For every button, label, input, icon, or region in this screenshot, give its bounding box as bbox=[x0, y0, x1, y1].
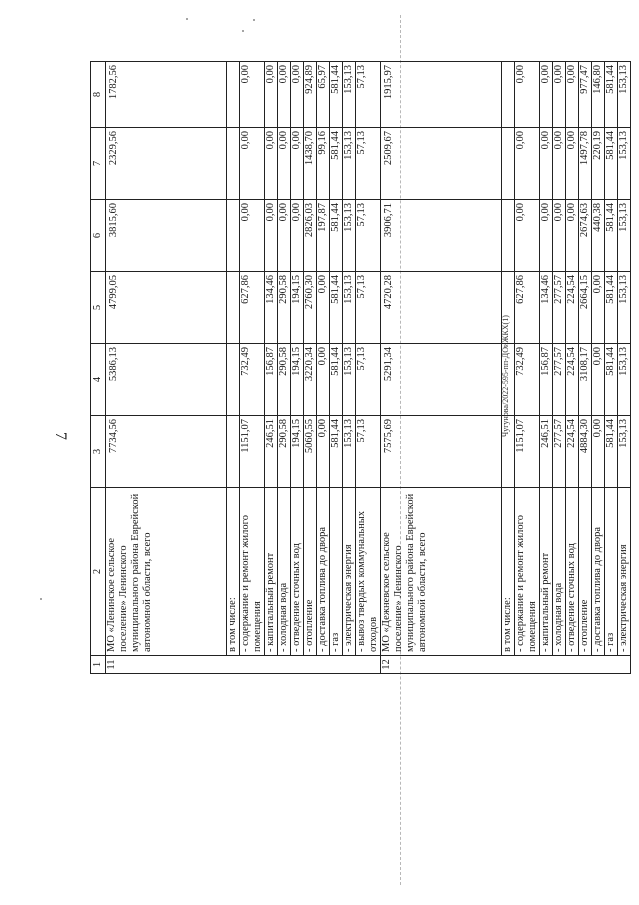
value-cell: 153,13 bbox=[618, 344, 631, 416]
value-cell: 581,44 bbox=[330, 200, 343, 272]
row-number-cell bbox=[240, 656, 265, 674]
value-cell: 156,87 bbox=[540, 344, 553, 416]
row-number-cell bbox=[227, 656, 240, 674]
value-cell: 581,44 bbox=[330, 272, 343, 344]
row-number-cell bbox=[317, 656, 330, 674]
table-body bbox=[106, 62, 631, 674]
value-cell bbox=[227, 128, 240, 200]
value-cell bbox=[227, 344, 240, 416]
table-row bbox=[540, 62, 553, 674]
value-cell: 277,57 bbox=[553, 272, 566, 344]
value-cell: 2826,03 bbox=[304, 200, 317, 272]
table-row bbox=[304, 62, 317, 674]
value-cell: 65,97 bbox=[317, 62, 330, 128]
row-number-cell bbox=[291, 656, 304, 674]
value-cell: 57,13 bbox=[356, 416, 381, 488]
value-cell: 2664,15 bbox=[579, 272, 592, 344]
value-cell bbox=[227, 200, 240, 272]
value-cell: 0,00 bbox=[553, 62, 566, 128]
value-cell: 0,00 bbox=[592, 344, 605, 416]
value-cell: 134,46 bbox=[265, 272, 278, 344]
header-cell: 6 bbox=[91, 200, 106, 272]
value-cell: 0,00 bbox=[540, 62, 553, 128]
header-cell: 7 bbox=[91, 128, 106, 200]
value-cell: 0,00 bbox=[278, 200, 291, 272]
value-cell: 0,00 bbox=[240, 200, 265, 272]
table-row-total bbox=[381, 62, 502, 674]
value-cell: 581,44 bbox=[330, 62, 343, 128]
row-name-cell: - капитальный ремонт bbox=[265, 488, 278, 656]
value-cell: 224,54 bbox=[566, 344, 579, 416]
value-cell: 153,13 bbox=[343, 272, 356, 344]
value-cell: 581,44 bbox=[330, 416, 343, 488]
value-cell: 153,13 bbox=[343, 200, 356, 272]
row-number-cell bbox=[605, 656, 618, 674]
footer-reference: Чугунова/2022-595-пп-ДОиЖКХ(1) bbox=[501, 315, 510, 437]
value-cell: 0,00 bbox=[515, 128, 540, 200]
value-cell: 57,13 bbox=[356, 62, 381, 128]
value-cell: 0,00 bbox=[291, 200, 304, 272]
header-row bbox=[91, 62, 106, 674]
value-cell: 3220,34 bbox=[304, 344, 317, 416]
header-cell: 5 bbox=[91, 272, 106, 344]
value-cell: 153,13 bbox=[343, 62, 356, 128]
value-cell: 194,15 bbox=[291, 416, 304, 488]
value-cell bbox=[227, 416, 240, 488]
tariff-table bbox=[90, 61, 631, 674]
row-name-cell: в том числе: bbox=[502, 488, 515, 656]
value-cell bbox=[502, 344, 515, 416]
value-cell: 0,00 bbox=[553, 128, 566, 200]
value-cell: 5291,34 bbox=[381, 344, 502, 416]
value-cell: 2760,30 bbox=[304, 272, 317, 344]
value-cell: 0,00 bbox=[540, 200, 553, 272]
value-cell: 3108,17 bbox=[579, 344, 592, 416]
value-cell: 581,44 bbox=[605, 200, 618, 272]
value-cell: 153,13 bbox=[343, 344, 356, 416]
value-cell: 153,13 bbox=[618, 272, 631, 344]
header-cell: 1 bbox=[91, 656, 106, 674]
value-cell: 581,44 bbox=[605, 416, 618, 488]
value-cell: 224,54 bbox=[566, 272, 579, 344]
value-cell: 277,57 bbox=[553, 344, 566, 416]
value-cell: 246,51 bbox=[540, 416, 553, 488]
row-number-cell bbox=[592, 656, 605, 674]
value-cell: 3906,71 bbox=[381, 200, 502, 272]
value-cell: 7575,69 bbox=[381, 416, 502, 488]
row-number-cell bbox=[265, 656, 278, 674]
value-cell: 1151,07 bbox=[240, 416, 265, 488]
table-row bbox=[592, 62, 605, 674]
value-cell: 224,54 bbox=[566, 416, 579, 488]
row-name-cell: - отопление bbox=[579, 488, 592, 656]
value-cell bbox=[227, 272, 240, 344]
table-row bbox=[618, 62, 631, 674]
value-cell: 5386,13 bbox=[106, 344, 227, 416]
scan-speck bbox=[186, 18, 188, 20]
value-cell: 134,46 bbox=[540, 272, 553, 344]
value-cell: 7734,56 bbox=[106, 416, 227, 488]
value-cell bbox=[502, 200, 515, 272]
row-name-cell: - капитальный ремонт bbox=[540, 488, 553, 656]
table-row bbox=[278, 62, 291, 674]
value-cell: 290,58 bbox=[278, 272, 291, 344]
value-cell: 0,00 bbox=[566, 128, 579, 200]
row-name-cell: - вывоз твердых коммунальных отходов bbox=[356, 488, 381, 656]
row-number-cell bbox=[502, 656, 515, 674]
value-cell: 57,13 bbox=[356, 200, 381, 272]
value-cell: 0,00 bbox=[278, 128, 291, 200]
value-cell: 0,00 bbox=[592, 272, 605, 344]
table-row bbox=[515, 62, 540, 674]
row-number-cell: 11 bbox=[106, 656, 227, 674]
table-row-label bbox=[502, 62, 515, 674]
row-name-cell: МО «Дежневское сельское поселение» Ленинского муниципального района Еврейской автономной области, всего bbox=[381, 488, 502, 656]
value-cell: 0,00 bbox=[592, 416, 605, 488]
value-cell: 1782,56 bbox=[106, 62, 227, 128]
row-number-cell bbox=[579, 656, 592, 674]
value-cell: 156,87 bbox=[265, 344, 278, 416]
row-number-cell bbox=[330, 656, 343, 674]
value-cell bbox=[502, 416, 515, 488]
value-cell: 153,13 bbox=[343, 128, 356, 200]
value-cell: 0,00 bbox=[515, 62, 540, 128]
value-cell: 4884,30 bbox=[579, 416, 592, 488]
row-name-cell: - содержание и ремонт жилого помещения bbox=[515, 488, 540, 656]
value-cell: 581,44 bbox=[605, 128, 618, 200]
value-cell bbox=[502, 272, 515, 344]
value-cell: 924,89 bbox=[304, 62, 317, 128]
row-name-cell: - отведение сточных вод bbox=[566, 488, 579, 656]
row-number-cell bbox=[540, 656, 553, 674]
value-cell: 0,00 bbox=[291, 62, 304, 128]
value-cell: 153,13 bbox=[343, 416, 356, 488]
scan-speck bbox=[242, 30, 244, 32]
row-number-cell: 12 bbox=[381, 656, 502, 674]
value-cell: 732,49 bbox=[240, 344, 265, 416]
value-cell: 290,58 bbox=[278, 416, 291, 488]
header-cell: 3 bbox=[91, 416, 106, 488]
value-cell: 581,44 bbox=[330, 344, 343, 416]
value-cell: 0,00 bbox=[278, 62, 291, 128]
row-number-cell bbox=[343, 656, 356, 674]
header-cell: 2 bbox=[91, 488, 106, 656]
table-row bbox=[330, 62, 343, 674]
value-cell: 581,44 bbox=[605, 344, 618, 416]
row-name-cell: - электрическая энергия bbox=[343, 488, 356, 656]
value-cell: 99,16 bbox=[317, 128, 330, 200]
value-cell: 290,58 bbox=[278, 344, 291, 416]
table-row bbox=[553, 62, 566, 674]
value-cell: 0,00 bbox=[540, 128, 553, 200]
row-name-cell: - отведение сточных вод bbox=[291, 488, 304, 656]
value-cell: 5060,55 bbox=[304, 416, 317, 488]
value-cell: 581,44 bbox=[330, 128, 343, 200]
row-number-cell bbox=[515, 656, 540, 674]
table-row bbox=[356, 62, 381, 674]
scan-speck bbox=[40, 598, 42, 600]
value-cell bbox=[502, 128, 515, 200]
value-cell: 581,44 bbox=[605, 272, 618, 344]
value-cell: 2674,63 bbox=[579, 200, 592, 272]
table-row bbox=[265, 62, 278, 674]
row-name-cell: - отопление bbox=[304, 488, 317, 656]
value-cell: 1151,07 bbox=[515, 416, 540, 488]
row-name-cell: - электрическая энергия bbox=[618, 488, 631, 656]
value-cell: 2329,56 bbox=[106, 128, 227, 200]
value-cell: 0,00 bbox=[317, 416, 330, 488]
value-cell: 277,57 bbox=[553, 416, 566, 488]
value-cell: 0,00 bbox=[265, 200, 278, 272]
value-cell: 0,00 bbox=[553, 200, 566, 272]
value-cell: 0,00 bbox=[265, 128, 278, 200]
row-name-cell: в том числе: bbox=[227, 488, 240, 656]
value-cell: 194,15 bbox=[291, 272, 304, 344]
value-cell: 57,13 bbox=[356, 272, 381, 344]
row-number-cell bbox=[278, 656, 291, 674]
scan-speck bbox=[253, 19, 255, 21]
value-cell: 57,13 bbox=[356, 344, 381, 416]
value-cell: 2509,67 bbox=[381, 128, 502, 200]
value-cell: 3815,60 bbox=[106, 200, 227, 272]
value-cell: 153,13 bbox=[618, 62, 631, 128]
page-number: 7 bbox=[52, 432, 69, 440]
value-cell: 732,49 bbox=[515, 344, 540, 416]
value-cell: 194,15 bbox=[291, 344, 304, 416]
value-cell: 57,13 bbox=[356, 128, 381, 200]
value-cell: 977,47 bbox=[579, 62, 592, 128]
value-cell: 1915,97 bbox=[381, 62, 502, 128]
row-number-cell bbox=[618, 656, 631, 674]
value-cell bbox=[227, 62, 240, 128]
value-cell: 0,00 bbox=[291, 128, 304, 200]
row-number-cell bbox=[566, 656, 579, 674]
row-number-cell bbox=[304, 656, 317, 674]
row-name-cell: - газ bbox=[605, 488, 618, 656]
value-cell bbox=[502, 62, 515, 128]
value-cell: 1497,78 bbox=[579, 128, 592, 200]
value-cell: 4799,05 bbox=[106, 272, 227, 344]
value-cell: 627,86 bbox=[515, 272, 540, 344]
value-cell: 153,13 bbox=[618, 416, 631, 488]
row-name-cell: - холодная вода bbox=[278, 488, 291, 656]
value-cell: 0,00 bbox=[265, 62, 278, 128]
row-name-cell: - содержание и ремонт жилого помещения bbox=[240, 488, 265, 656]
table-row bbox=[240, 62, 265, 674]
table-row bbox=[317, 62, 330, 674]
value-cell: 0,00 bbox=[515, 200, 540, 272]
value-cell: 0,00 bbox=[240, 128, 265, 200]
rotated-table-container bbox=[90, 62, 629, 674]
value-cell: 581,44 bbox=[605, 62, 618, 128]
table-row bbox=[291, 62, 304, 674]
table-row-label bbox=[227, 62, 240, 674]
value-cell: 4720,28 bbox=[381, 272, 502, 344]
row-name-cell: - доставка топлива до двора bbox=[317, 488, 330, 656]
table-row bbox=[579, 62, 592, 674]
header-cell: 8 bbox=[91, 62, 106, 128]
value-cell: 197,87 bbox=[317, 200, 330, 272]
value-cell: 0,00 bbox=[240, 62, 265, 128]
value-cell: 440,38 bbox=[592, 200, 605, 272]
value-cell: 220,19 bbox=[592, 128, 605, 200]
header-cell: 4 bbox=[91, 344, 106, 416]
row-name-cell: МО «Ленинское сельское поселение» Ленинского муниципального района Еврейской автономной области, всего bbox=[106, 488, 227, 656]
table-row-total bbox=[106, 62, 227, 674]
row-name-cell: - доставка топлива до двора bbox=[592, 488, 605, 656]
row-name-cell: - холодная вода bbox=[553, 488, 566, 656]
row-number-cell bbox=[553, 656, 566, 674]
value-cell: 0,00 bbox=[317, 272, 330, 344]
value-cell: 0,00 bbox=[566, 200, 579, 272]
value-cell: 1438,70 bbox=[304, 128, 317, 200]
table-row bbox=[605, 62, 618, 674]
value-cell: 153,13 bbox=[618, 128, 631, 200]
row-name-cell: - газ bbox=[330, 488, 343, 656]
table-row bbox=[343, 62, 356, 674]
value-cell: 246,51 bbox=[265, 416, 278, 488]
row-number-cell bbox=[356, 656, 381, 674]
value-cell: 153,13 bbox=[618, 200, 631, 272]
value-cell: 627,86 bbox=[240, 272, 265, 344]
value-cell: 146,80 bbox=[592, 62, 605, 128]
value-cell: 0,00 bbox=[566, 62, 579, 128]
value-cell: 0,00 bbox=[317, 344, 330, 416]
table-row bbox=[566, 62, 579, 674]
